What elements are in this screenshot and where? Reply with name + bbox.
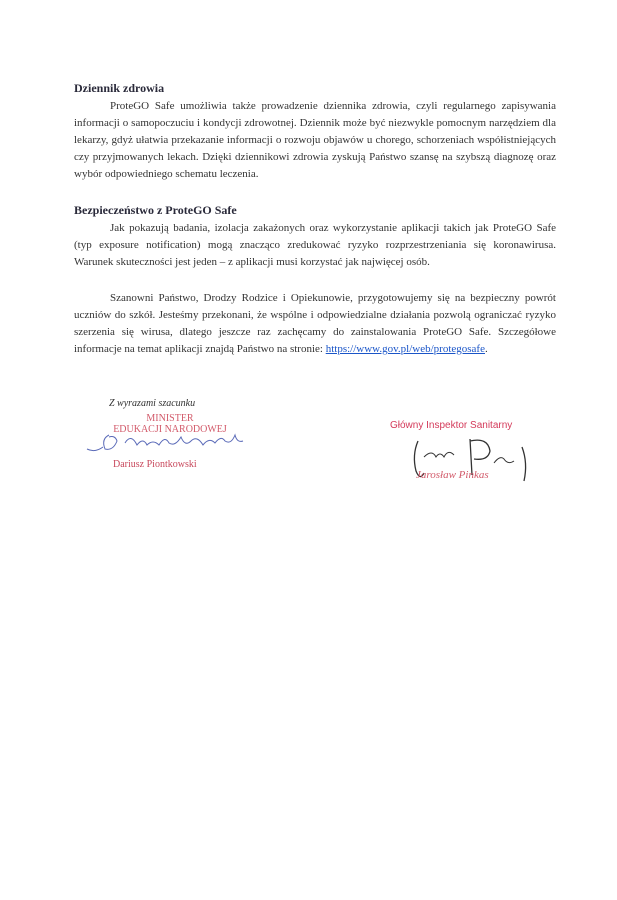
protegosafe-link[interactable]: https://www.gov.pl/web/protegosafe [325,343,485,355]
minister-stamp-ministry: EDUKACJI NARODOWEJ [113,424,227,435]
signature-block-inspector [390,420,560,491]
section-heading-safety: Bezpieczeństwo z ProteGO Safe [74,203,237,217]
paragraph-health-diary: ProteGO Safe umożliwia także prowadzenie dziennika zdrowia, czyli regularnego zapisywania informacji o samopoczuciu i kondycji zdrowotnej. Dziennik może być niezwykle pomocnym narzędziem dla lekarzy, gdyż ułatwia przekazanie informacji o rozwoju objawów u chorego, schorzeniach współistniejących czy przyjmowanych lekach. Dzięki dziennikowi zdrowia zyskują Państwo szansę na szybszą diagnozę oraz wybór odpowiedniego schematu leczenia. [74,100,556,180]
inspector-signature-area [390,431,560,491]
regards-text: Z wyrazami szacunku [109,398,196,409]
minister-stamp-area [85,413,285,475]
closing-link-suffix: . [484,343,488,355]
letter-body [74,80,556,358]
inspector-stamp-title: Główny Inspektor Sanitarny [390,420,513,431]
closing-text: Szanowni Państwo, Drodzy Rodzice i Opiekunowie, przygotowujemy się na bezpieczny powrót uczniów do szkół. Jesteśmy przekonani, że wspólne i odpowiedzialne działania pozwolą ograniczać ryzyko szerzenia się wirusa, dlatego jeszcze raz zachęcamy do zainstalowania ProteGO Safe. Szczegółowe informacje na temat aplikacji znajdą Państwo na stronie: [74,292,556,355]
signature-block-minister [85,398,285,475]
minister-handwritten-signature-icon [85,427,255,457]
section-heading-health-diary: Dziennik zdrowia [74,81,165,95]
minister-stamp-title: MINISTER [146,413,194,424]
paragraph-closing [74,290,556,358]
inspector-name: Jarosław Pinkas [416,469,489,481]
inspector-handwritten-signature-icon [404,435,554,491]
paragraph-safety: Jak pokazują badania, izolacja zakażonych oraz wykorzystanie aplikacji takich jak ProteGO Safe (typ exposure notification) mogą znacząco zredukować ryzyko rozprzestrzeniania się koronawirusa. Warunek skuteczności jest jeden – z aplikacji musi korzystać jak najwięcej osób. [74,222,556,268]
minister-name: Dariusz Piontkowski [113,459,197,470]
